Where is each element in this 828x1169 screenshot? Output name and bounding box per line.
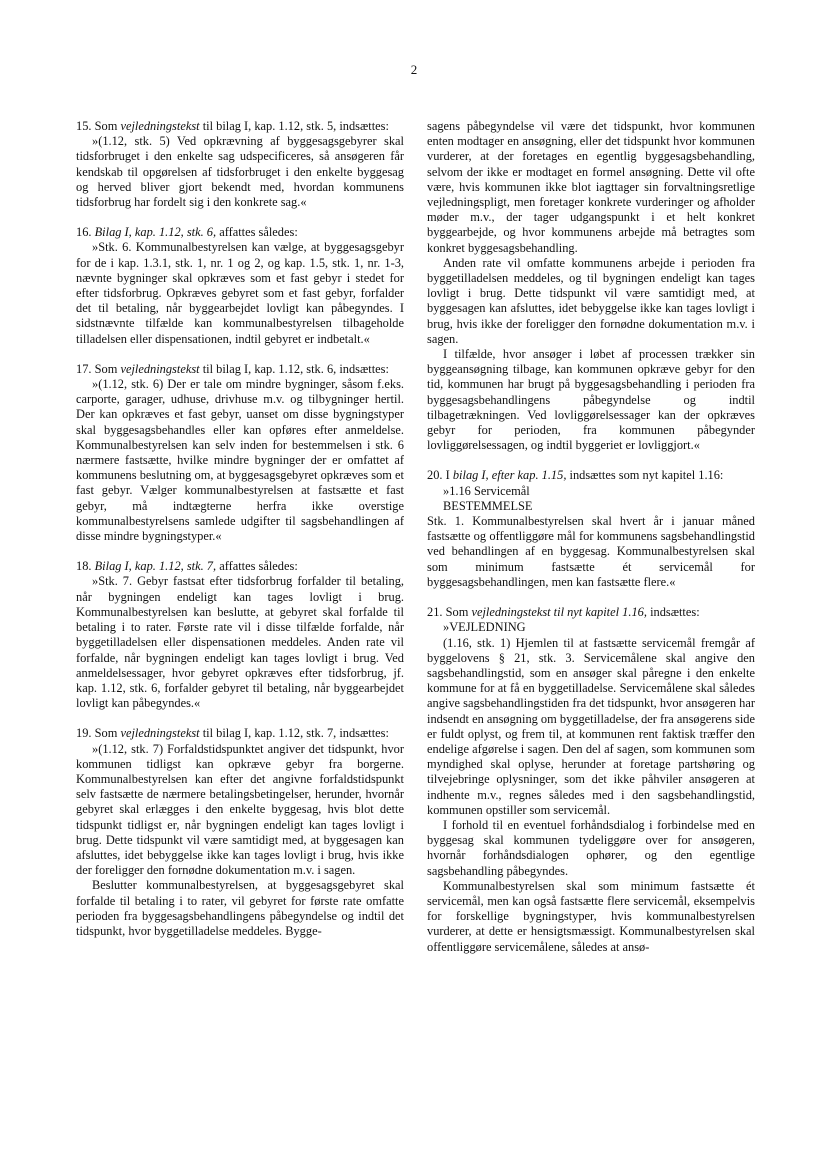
continued-paragraph-1: sagens påbegyndelse vil være det tidspunkt, hvor kommunen enten modtager en ansøgning, eller det tidspunkt hvor kommunen vurderer, at der foretages en egentlig byggesagsbehandling, selvom der ikke er modtaget en formel ansøgning. Dette vil ofte være, hvis kommunen ikke blot iagttager sin forvaltningsretlige vejledningspligt, men foretager konkrete vurderinger og afholder møder m.v., der tager udgangspunkt i et helt konkret byggearbejde, og hvor kommunens arbejde må betragtes som konkret byggesagsbehandling. <box>427 119 755 255</box>
section-17-number: 17. <box>76 361 92 376</box>
section-21-subheading: »VEJLEDNING <box>443 620 526 635</box>
section-16-heading: 16. Bilag I, kap. 1.12, stk. 6, affattes således: <box>76 225 298 240</box>
continued-paragraph-2: Anden rate vil omfatte kommunens arbejde i perioden fra byggetilladelsen meddeles, og til bygningen endeligt kan tages lovligt i brug. Dette tidspunkt vil være samtidigt med, at byggesagen kan afsluttes, idet bebyggelse ikke kan tages lovligt i brug, hvis ikke der foreligger den fornødne dokumentation m.v. i sagen. <box>427 255 755 346</box>
section-15-heading: 15. Som vejledningstekst til bilag I, kap. 1.12, stk. 5, indsættes: <box>76 119 389 133</box>
section-19-paragraph-1: »(1.12, stk. 7) Forfaldstidspunktet angiver det tidspunkt, hvor kommunen tidligst kan opkræve gebyr fra borgerne. Kommunalbestyrelsen kan efter det angivne forfaldstidspunkt selv fastsætte de nærmere betalingsbetingelser, herunder, hvornår gebyret skal erlægges i den enkelte byggesag, hvis blot dette tidspunkt tidligst er, når bygningen endeligt kan tages lovligt i brug. Dette tidspunkt vil være samtidigt med, at byggesagen kan afsluttes, idet bebyggelse ikke kan tages lovligt i brug, hvis ikke der foreligger den fornødne dokumentation m.v. i sagen. <box>76 741 404 878</box>
section-17-paragraph: »(1.12, stk. 6) Der er tale om mindre bygninger, såsom f.eks. carporte, garager, udhuse, drivhuse m.v. og tilbygninger hertil. Der kan opkræves et fast gebyr, uanset om disse bygningstyper skal byggesagsbehandles eller kan opføres efter anmeldelse. Kommunalbestyrelsen kan selv inden for bestemmelsen i stk. 6 nærmere fastsætte, hvilke mindre bygninger der er omfattet af kommunens beslutning om, at byggesagsgebyret opkræves som et fast gebyr. Vælger kommunalbestyrelsen at fastsætte et fast gebyr, må indtægterne herfra ikke overstige kommunalbestyrelsens samlede udgifter til sagsbehandlingen af disse mindre bygningstyper.« <box>76 377 404 544</box>
section-20 <box>427 468 755 590</box>
section-19-paragraph-2: Beslutter kommunalbestyrelsen, at byggesagsgebyret skal forfalde til betaling i to rater, vil gebyret for første rate omfatte perioden fra byggesagsbehandlingens påbegyndelse og indtil det tidspunkt, hvor byggetilladelse meddeles. Bygge- <box>76 878 404 938</box>
section-20-subheading: BESTEMMELSE <box>443 498 533 513</box>
section-15-paragraph: »(1.12, stk. 5) Ved opkrævning af byggesagsgebyrer skal tidsforbruget i den enkelte sag udspecificeres, så ansøgeren får kendskab til opgørelsen af tidsforbruget i den enkelte byggesag og herved bliver gjort bekendt med, hvordan kommunens tidsforbrug har fordelt sig i den konkrete sag.« <box>76 134 404 210</box>
section-21-number: 21. <box>427 605 443 620</box>
section-20-paragraph: Stk. 1. Kommunalbestyrelsen skal hvert år i januar måned fastsætte og offentliggøre mål for kommunens sagsbehandlingstid ved behandlingen af en byggesag. Kommunalbestyrelsen skal som minimum fastsætte ét servicemål for byggesagsbehandlingen, men kan fastsætte flere.« <box>427 514 755 589</box>
section-15 <box>76 119 404 210</box>
page-number: 2 <box>410 62 418 77</box>
section-19 <box>76 726 404 939</box>
right-column <box>427 119 755 955</box>
section-20-number: 20. <box>427 468 443 483</box>
section-20-chapter-title: »1.16 Servicemål <box>443 483 530 498</box>
section-18 <box>76 559 404 711</box>
section-18-paragraph: »Stk. 7. Gebyr fastsat efter tidsforbrug forfalder til betaling, når bygningen endeligt kan tages lovligt i brug. Kommunalbestyrelsen kan beslutte, at gebyret skal forfalde til betaling i to rater. Første rate vil i disse tilfælde forfalde, når byggetilladelsen eller dispensationen meddeles. Anden rate vil forfalde, når bygningen endeligt kan tages lovligt i brug. Ved anmeldelsessager, hvor gebyret opkræves efter tidsforbrug, jf. kap. 1.12, stk. 6, forfalder gebyret til betaling, når byggearbejdet lovligt kan påbegyndes.« <box>76 574 404 711</box>
section-21 <box>427 605 755 955</box>
section-17-heading: 17. Som vejledningstekst til bilag I, kap. 1.12, stk. 6, indsættes: <box>76 361 389 376</box>
section-16-number: 16. <box>76 225 92 240</box>
section-20-heading: 20. I bilag I, efter kap. 1.15, indsættes som nyt kapitel 1.16: <box>427 468 724 483</box>
section-16-paragraph: »Stk. 6. Kommunalbestyrelsen kan vælge, at byggesagsgebyr for de i kap. 1.3.1, stk. 1, nr. 1 og 2, og kap. 1.5, stk. 1, nr. 1-3, nævnte bygninger skal opkræves som et fast gebyr i stedet for efter tidsforbrug. Opkræves gebyret som et fast gebyr, forfalder det til betaling, når byggearbejdet lovligt kan påbegyndes. I sidstnævnte tilfælde kan kommunalbestyrelsen tilbageholde tilladelsen eller dispensationen, indtil gebyret er indbetalt.« <box>76 240 404 346</box>
continued-paragraph-3: I tilfælde, hvor ansøger i løbet af processen trækker sin byggeansøgning tilbage, kan kommunen opkræve gebyr for den tid, kommunen har brugt på byggesagsbehandling i perioden fra byggesagsbehandlingens påbegyndelse og indtil tilbagetrækningen. Ved lovliggørelsessager kan der opkræves gebyr for perioden, fra kommunen påbegynder lovliggørelsessagen, og indtil byggeriet er lovliggjort.« <box>427 347 755 453</box>
section-18-number: 18. <box>76 559 92 574</box>
section-21-paragraph-3: Kommunalbestyrelsen skal som minimum fastsætte ét servicemål, men kan også fastsætte flere servicemål, eksempelvis for forskellige bygningstyper, hvis kommunalbestyrelsen vurderer, at dette er hensigtsmæssigt. Kommunalbestyrelsen skal offentliggøre servicemålene, således at ansø- <box>427 878 755 954</box>
section-18-heading: 18. Bilag I, kap. 1.12, stk. 7, affattes således: <box>76 559 298 574</box>
section-17 <box>76 362 404 544</box>
section-21-paragraph-1: (1.16, stk. 1) Hjemlen til at fastsætte servicemål fremgår af byggelovens § 21, stk. 3. Servicemålene skal angive den sagsbehandlingstid, som en ansøger skal påregne i den enkelte kommune for at få en byggetilladelse. Servicemålene skal således angive sagsbehandlingstiden fra det tidspunkt, hvor ansøgeren har indsendt en ansøgning om byggetilladelse, der fra ansøgerens side er fuldt oplyst, og frem til, at kommunen rent faktisk træffer den endelige afgørelse i sagen. Den del af sagen, som kommunen som myndighed skal oplyse, herunder at foretage partshøring og tilvejebringe oplysninger, som det ikke påhviler ansøgeren at indhente m.v., regnes således med i den sagsbehandlingstid, kommunen opstiller som servicemål. <box>427 635 755 817</box>
section-21-heading: 21. Som vejledningstekst til nyt kapitel 1.16, indsættes: <box>427 605 700 620</box>
section-16 <box>76 225 404 347</box>
section-15-number: 15. <box>76 119 92 133</box>
section-21-paragraph-2: I forhold til en eventuel forhåndsdialog i forbindelse med en byggesag skal kommunen tydeliggøre over for ansøgeren, hvornår forhåndsdialogen ophører, og den egentlige sagsbehandling påbegyndes. <box>427 817 755 878</box>
left-column <box>76 119 404 939</box>
section-19-heading: 19. Som vejledningstekst til bilag I, kap. 1.12, stk. 7, indsættes: <box>76 726 389 741</box>
section-19-continued <box>427 119 755 453</box>
section-19-number: 19. <box>76 726 92 741</box>
